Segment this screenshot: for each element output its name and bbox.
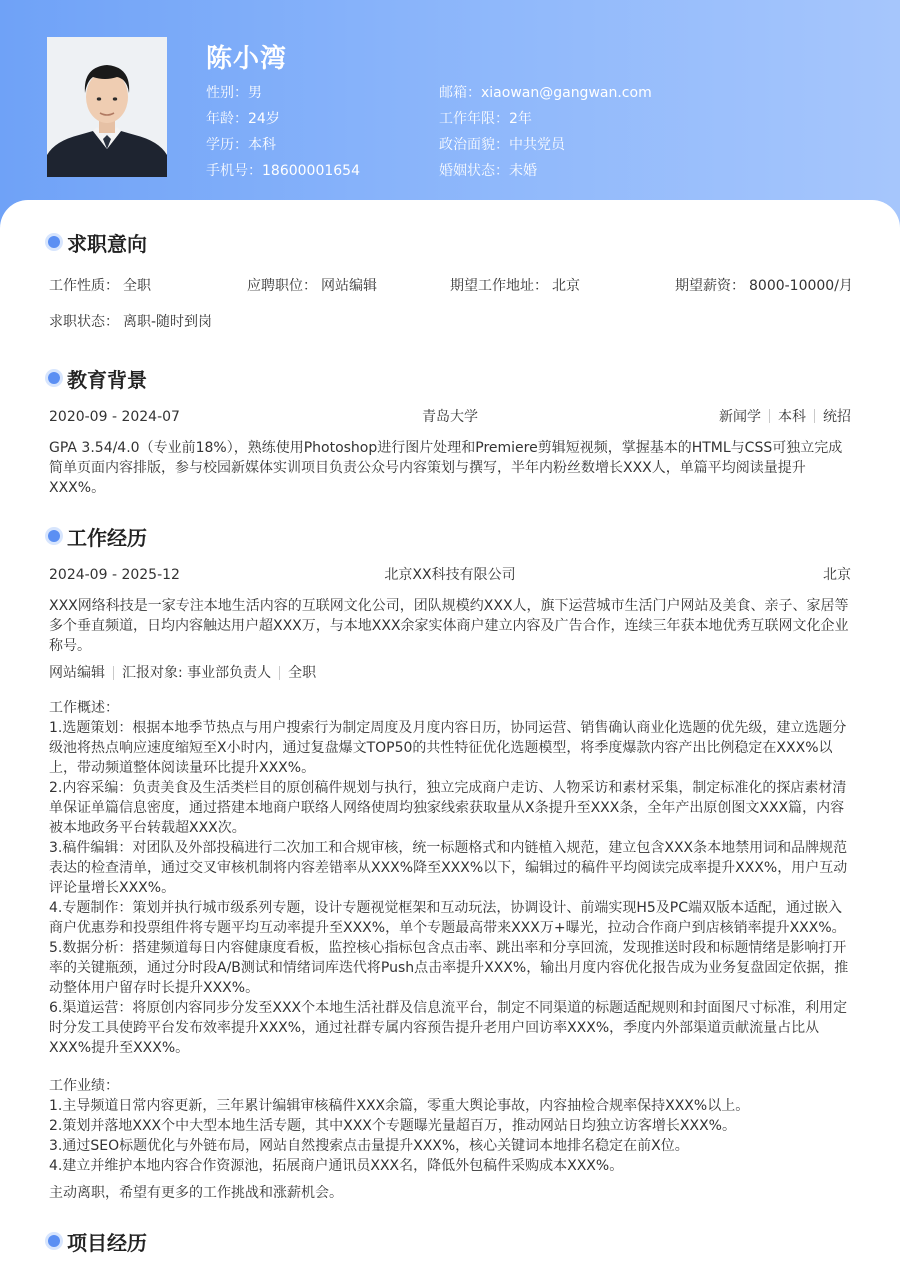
overview-item: 4.专题制作：策划并执行城市级系列专题，设计专题视觉框架和互动玩法，协调设计、前端实现H5及PC端双版本适配，通过嵌入商户优惠券和投票组件将专题平均互动率提升至XXX%，单个专题最高带来XXX万+曝光，拉动合作商户到店核销率提升XXX%。	[49, 900, 846, 936]
tag-divider	[769, 409, 770, 423]
info-email: 邮箱：xiaowan@gangwan.com	[439, 85, 652, 101]
overview-heading: 工作概述：	[49, 700, 119, 716]
achievement-item: 1.主导频道日常内容更新，三年累计编辑审核稿件XXX余篇，零重大舆论事故，内容抽检合规率保持XXX%以上。	[49, 1098, 750, 1114]
achievement-heading: 工作业绩：	[49, 1078, 119, 1094]
info-political-status: 政治面貌：中共党员	[439, 137, 565, 153]
tag-divider	[113, 666, 114, 680]
intent-position: 应聘职位： 网站编辑	[247, 278, 377, 294]
tag-divider	[279, 666, 280, 680]
tag-divider	[814, 409, 815, 423]
leave-reason: 主动离职，希望有更多的工作挑战和涨薪机会。	[49, 1185, 343, 1201]
info-work-years: 工作年限：2年	[439, 111, 532, 127]
work-achievements	[49, 1076, 853, 1176]
overview-item: 1.选题策划：根据本地季节热点与用户搜索行为制定周度及月度内容日历，协同运营、销售确认商业化选题的优先级，建立选题分级池将热点响应速度缩短至X小时内，通过复盘爆文TOP50的共性特征优化选题模型，将季度爆款内容产出比例稳定在XXX%以上，带动频道整体阅读量环比提升XXX%。	[49, 720, 847, 776]
achievement-item: 3.通过SEO标题优化与外链布局，网站自然搜索点击量提升XXX%，核心关键词本地排名稳定在前X位。	[49, 1138, 689, 1154]
info-phone: 手机号：18600001654	[206, 163, 360, 179]
section-bullet-icon	[48, 236, 60, 248]
candidate-name: 陈小湾	[206, 44, 288, 74]
basic-info-right	[439, 83, 652, 187]
section-bullet-icon	[48, 1235, 60, 1247]
education-header-row	[49, 407, 851, 427]
work-header-row	[49, 565, 851, 585]
intent-salary: 期望薪资： 8000-10000/月	[675, 278, 853, 294]
section-title-education: 教育背景	[48, 364, 147, 392]
education-description: GPA 3.54/4.0（专业前18%），熟练使用Photoshop进行图片处理和Premiere剪辑短视频，掌握基本的HTML与CSS可独立完成简单页面内容排版，参与校园新媒体实训项目负责公众号内容策划与撰写，半年内粉丝数增长XXX人，单篇平均阅读量提升XXX%。	[49, 440, 843, 496]
section-title-work: 工作经历	[48, 522, 147, 550]
work-overview	[49, 698, 853, 1058]
avatar-image	[47, 37, 167, 177]
education-period: 2020-09 - 2024-07	[49, 409, 180, 425]
overview-item: 2.内容采编：负责美食及生活类栏目的原创稿件规划与执行，独立完成商户走访、人物采访和素材采集，制定标准化的探店素材清单保证单篇信息密度，通过搭建本地商户联络人网络使周均独家线索获取量从X条提升至XXX条，全年产出原创图文XXX篇，内容被本地政务平台转载超XXX次。	[49, 780, 847, 836]
achievement-item: 2.策划并落地XXX个中大型本地生活专题，其中XXX个专题曝光量超百万，推动网站日均独立访客增长XXX%。	[49, 1118, 736, 1134]
intent-location: 期望工作地址： 北京	[450, 278, 580, 294]
info-age: 年龄：24岁	[206, 111, 280, 127]
intent-status: 求职状态： 离职-随时到岗	[49, 314, 213, 330]
section-title-job-intent: 求职意向	[48, 228, 147, 256]
intent-work-type: 工作性质： 全职	[49, 278, 151, 294]
overview-item: 3.稿件编辑：对团队及外部投稿进行二次加工和合规审核，统一标题格式和内链植入规范，建立包含XXX条本地禁用词和品牌规范表达的检查清单，通过交叉审核机制将内容差错率从XXX%降至XXX%以下，编辑过的稿件平均阅读完成率提升XXX%，用户互动评论量增长XXX%。	[49, 840, 848, 896]
profile-photo	[47, 37, 167, 177]
info-gender: 性别：男	[206, 85, 262, 101]
section-bullet-icon	[48, 530, 60, 542]
section-title-projects: 项目经历	[48, 1227, 147, 1255]
work-tags: 网站编辑 汇报对象: 事业部负责人 全职	[49, 665, 317, 681]
info-degree: 学历：本科	[206, 137, 276, 153]
section-bullet-icon	[48, 372, 60, 384]
basic-info-left	[206, 83, 360, 187]
work-company: 北京XX科技有限公司	[384, 567, 516, 583]
achievement-item: 4.建立并维护本地内容合作资源池，拓展商户通讯员XXX名，降低外包稿件采购成本XXX%。	[49, 1158, 624, 1174]
work-city: 北京	[822, 567, 851, 583]
education-tags: 新闻学 本科 统招	[718, 409, 851, 425]
education-school: 青岛大学	[421, 409, 478, 425]
info-marital-status: 婚姻状态：未婚	[439, 163, 537, 179]
work-period: 2024-09 - 2025-12	[49, 567, 180, 583]
company-intro: XXX网络科技是一家专注本地生活内容的互联网文化公司，团队规模约XXX人，旗下运营城市生活门户网站及美食、亲子、家居等多个垂直频道，日均内容触达用户超XXX万，与本地XXX余家实体商户建立内容及广告合作，连续三年获本地优秀互联网文化企业称号。	[49, 598, 849, 654]
overview-item: 5.数据分析：搭建频道每日内容健康度看板，监控核心指标包含点击率、跳出率和分享回流，发现推送时段和标题情绪是影响打开率的关键瓶颈，通过分时段A/B测试和情绪词库迭代将Push点击率提升XXX%，输出月度内容优化报告成为业务复盘固定依据，推动整体用户留存时长提升XXX%。	[49, 940, 849, 996]
overview-item: 6.渠道运营：将原创内容同步分发至XXX个本地生活社群及信息流平台，制定不同渠道的标题适配规则和封面图尺寸标准，利用定时分发工具使跨平台发布效率提升XXX%，通过社群专属内容预告提升老用户回访率XXX%，季度内外部渠道贡献流量占比从XXX%提升至XXX%。	[49, 1000, 848, 1056]
